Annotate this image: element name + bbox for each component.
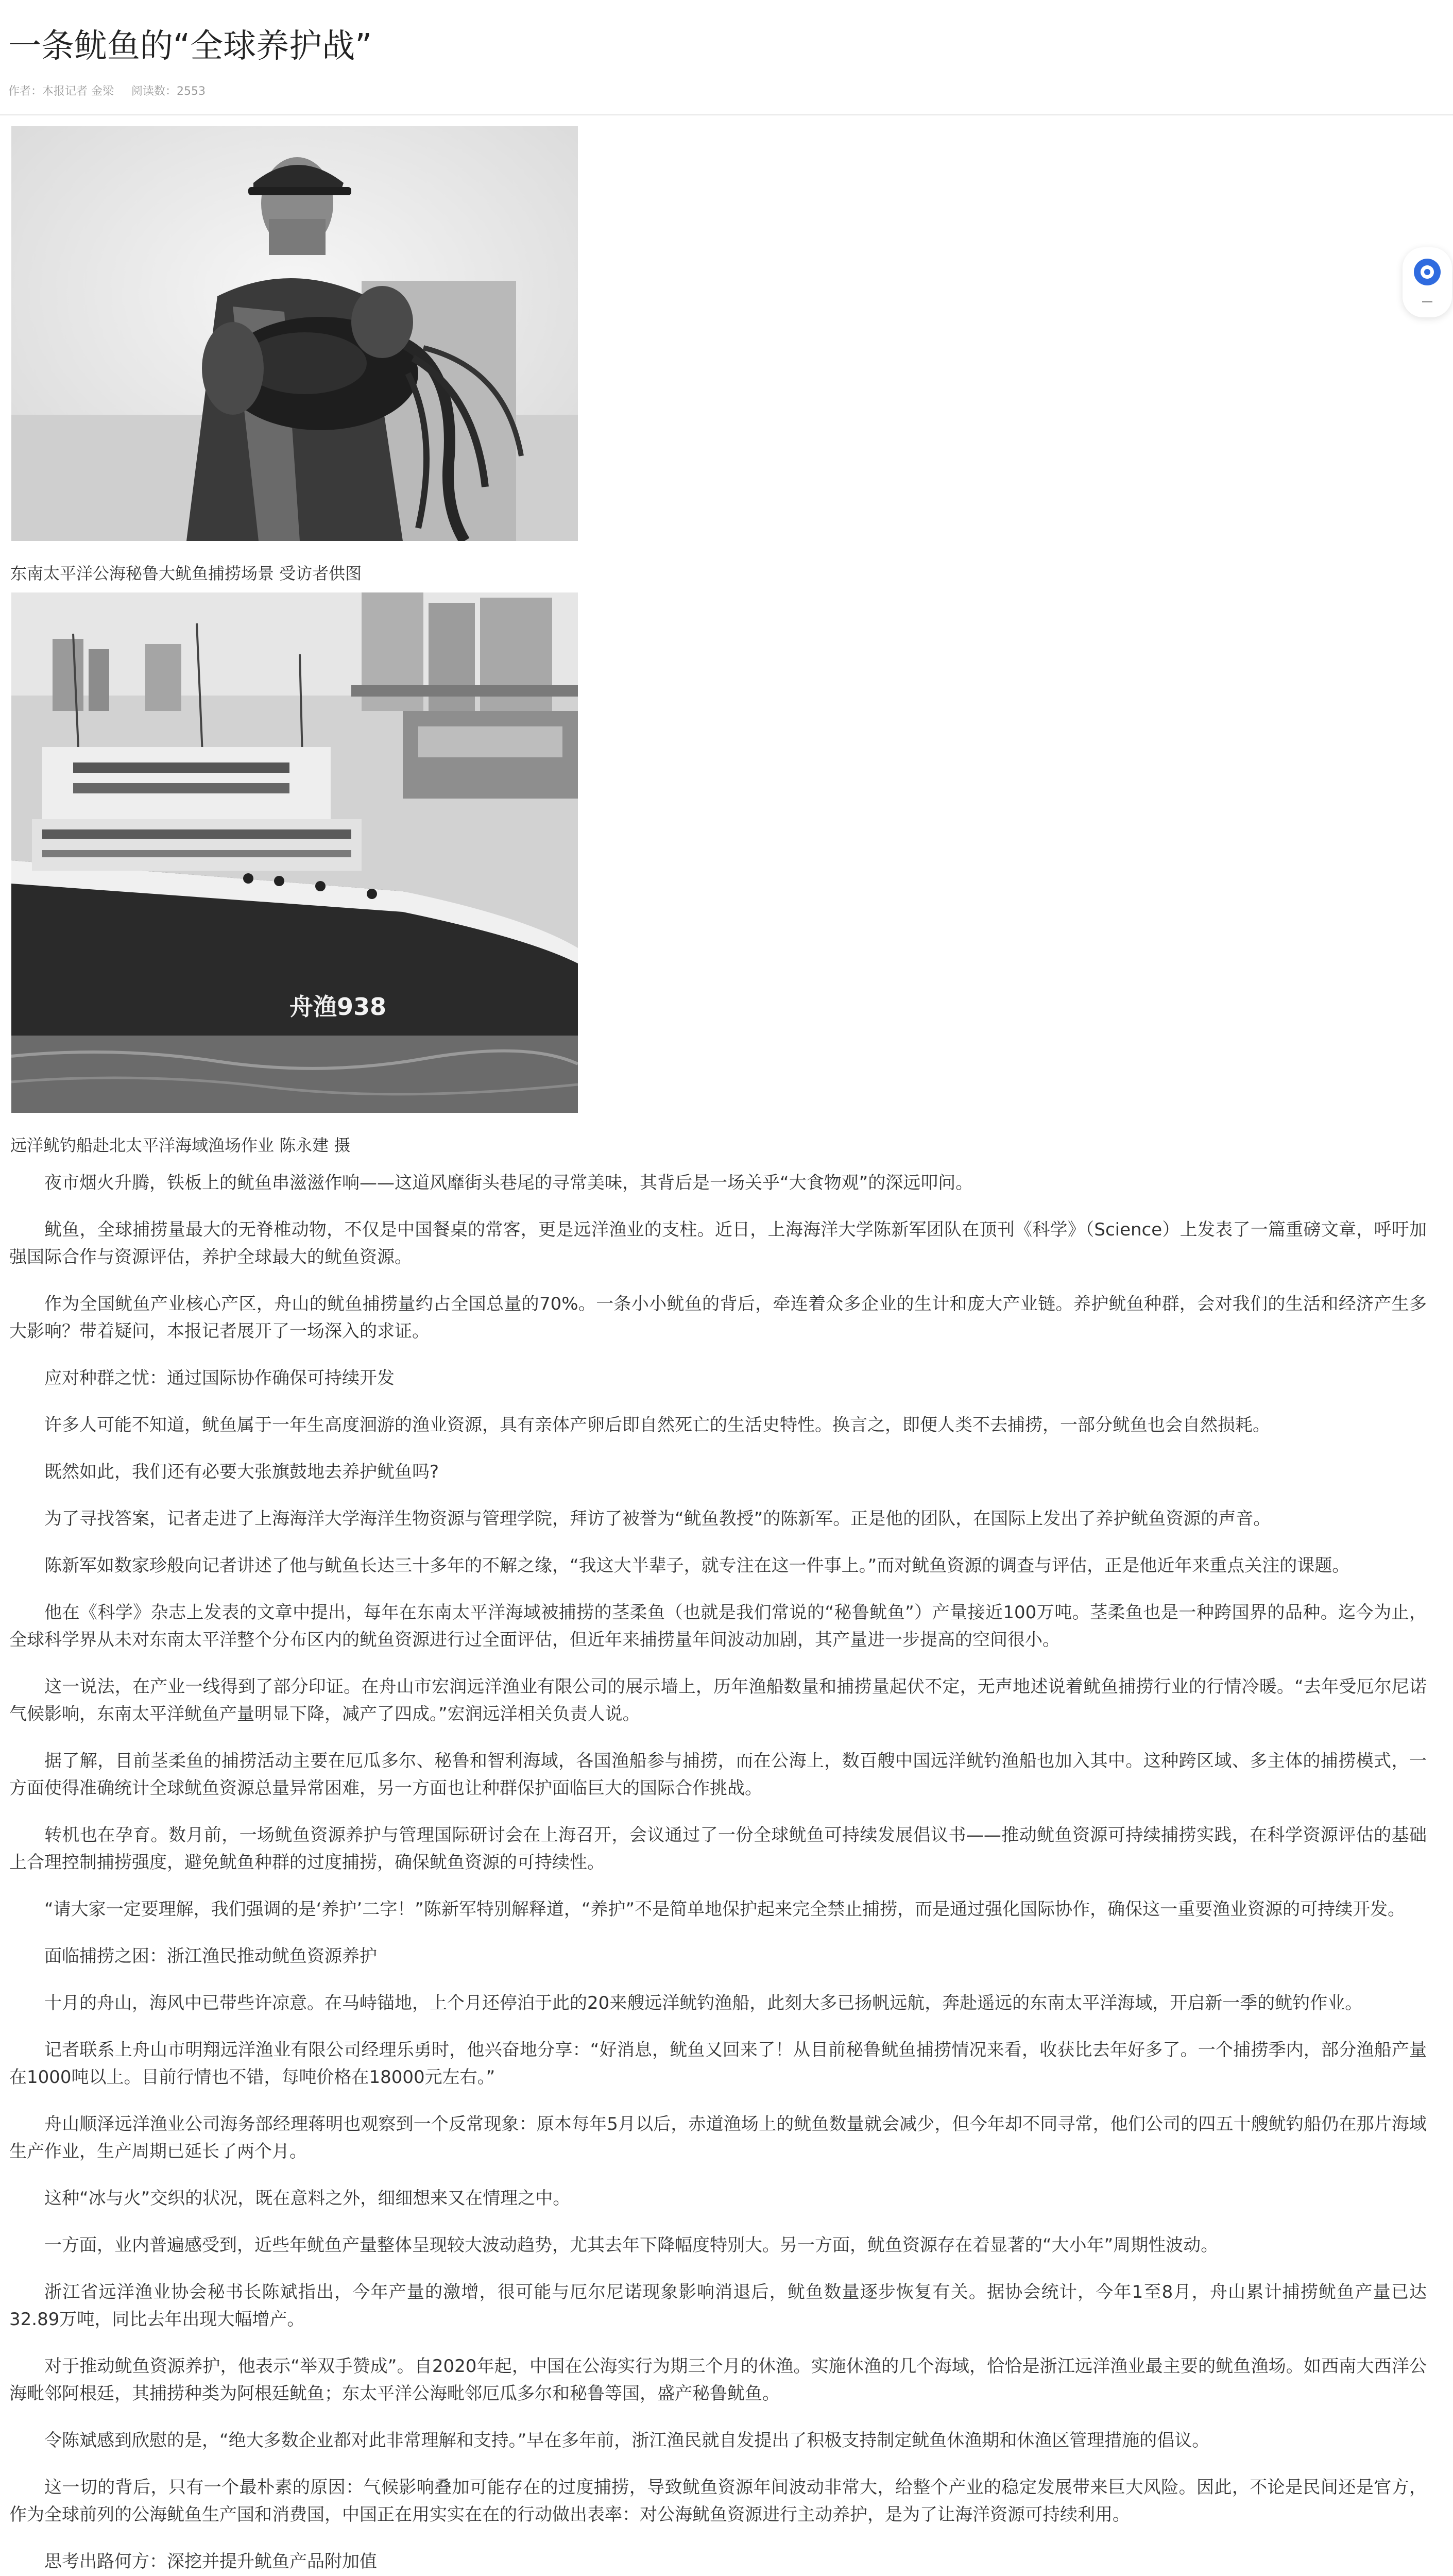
paragraph: 作为全国鱿鱼产业核心产区，舟山的鱿鱼捕捞量约占全国总量的70%。一条小小鱿鱼的背后，牵连着众多企业的生计和庞大产业链。养护鱿鱼种群，会对我们的生活和经济产生多大影响？带着疑问，本报记者展开了一场深入的求证。 — [9, 1294, 1427, 1342]
collapse-icon[interactable] — [1422, 301, 1432, 302]
fisherman-squid-illustration — [11, 126, 578, 541]
paragraph: 陈新军如数家珍般向记者讲述了他与鱿鱼长达三十多年的不解之缘，“我这大半辈子，就专注在这一件事上。”而对鱿鱼资源的调查与评估，正是他近年来重点关注的课题。 — [44, 1555, 1350, 1576]
paragraph: 夜市烟火升腾，铁板上的鱿鱼串滋滋作响——这道风靡街头巷尾的寻常美味，其背后是一场关乎“大食物观”的深远叩问。 — [44, 1173, 973, 1193]
paragraph: “请大家一定要理解，我们强调的是‘养护’二字！”陈新军特别解释道，“养护”不是简单地保护起来完全禁止捕捞，而是通过强化国际协作，确保这一重要渔业资源的可持续开发。 — [44, 1899, 1406, 1920]
paragraph: 许多人可能不知道，鱿鱼属于一年生高度洄游的渔业资源，具有亲体产卵后即自然死亡的生活史特性。换言之，即便人类不去捕捞，一部分鱿鱼也会自然损耗。 — [44, 1415, 1270, 1435]
article-meta — [8, 82, 223, 98]
article-body — [9, 1170, 1427, 2576]
paragraph: 转机也在孕育。数月前，一场鱿鱼资源养护与管理国际研讨会在上海召开，会议通过了一份全球鱿鱼可持续发展倡议书——推动鱿鱼资源可持续捕捞实践，在科学资源评估的基础上合理控制捕捞强度，避免鱿鱼种群的过度捕捞，确保鱿鱼资源的可持续性。 — [9, 1825, 1427, 1873]
section-heading: 思考出路何方：深挖并提升鱿鱼产品附加值 — [44, 2551, 377, 2572]
paragraph: 据了解，目前茎柔鱼的捕捞活动主要在厄瓜多尔、秘鲁和智利海域，各国渔船参与捕捞，而在公海上，数百艘中国远洋鱿钓渔船也加入其中。这种跨区域、多主体的捕捞模式，一方面使得准确统计全球鱿鱼资源总量异常困难，另一方面也让种群保护面临巨大的国际合作挑战。 — [9, 1751, 1427, 1799]
fishing-boats-photo — [11, 592, 578, 1113]
reads-label: 阅读数： — [131, 85, 177, 98]
paragraph: 这种“冰与火”交织的状况，既在意料之外，细细想来又在情理之中。 — [44, 2188, 571, 2209]
boat-hull-number: 舟渔938 — [289, 993, 387, 1021]
author-label: 作者：本报记者 金梁 — [8, 85, 114, 98]
paragraph: 他在《科学》杂志上发表的文章中提出，每年在东南太平洋海域被捕捞的茎柔鱼（也就是我们常说的“秘鲁鱿鱼”）产量接近100万吨。茎柔鱼也是一种跨国界的品种。迄今为止，全球科学界从未对东南太平洋整个分布区内的鱿鱼资源进行过全面评估，但近年来捕捞量年间波动加剧，其产量进一步提高的空间很小。 — [9, 1602, 1427, 1650]
figure-caption-1: 东南太平洋公海秘鲁大鱿鱼捕捞场景 受访者供图 — [10, 564, 362, 583]
paragraph: 为了寻找答案，记者走进了上海海洋大学海洋生物资源与管理学院，拜访了被誉为“鱿鱼教授”的陈新军。正是他的团队，在国际上发出了养护鱿鱼资源的声音。 — [44, 1509, 1271, 1529]
paragraph: 浙江省远洋渔业协会秘书长陈斌指出，今年产量的激增，很可能与厄尔尼诺现象影响消退后，鱿鱼数量逐步恢复有关。据协会统计，今年1至8月，舟山累计捕捞鱿鱼产量已达32.89万吨，同比去年出现大幅增产。 — [9, 2282, 1427, 2330]
paragraph: 令陈斌感到欣慰的是，“绝大多数企业都对此非常理解和支持。”早在多年前，浙江渔民就自发提出了积极支持制定鱿鱼休渔期和休渔区管理措施的倡议。 — [44, 2430, 1210, 2451]
paragraph: 既然如此，我们还有必要大张旗鼓地去养护鱿鱼吗? — [44, 1462, 439, 1482]
reads-count: 2553 — [177, 85, 206, 98]
paragraph: 这一切的背后，只有一个最朴素的原因：气候影响叠加可能存在的过度捕捞，导致鱿鱼资源年间波动非常大，给整个产业的稳定发展带来巨大风险。因此，不论是民间还是官方，作为全球前列的公海鱿鱼生产国和消费国，中国正在用实实在在的行动做出表率：对公海鱿鱼资源进行主动养护，是为了让海洋资源可持续利用。 — [9, 2477, 1427, 2525]
page-title: 一条鱿鱼的“全球养护战” — [8, 27, 372, 65]
section-heading: 应对种群之忧：通过国际协作确保可持续开发 — [44, 1368, 395, 1388]
paragraph: 这一说法，在产业一线得到了部分印证。在舟山市宏润远洋渔业有限公司的展示墙上，历年渔船数量和捕捞量起伏不定，无声地述说着鱿鱼捕捞行业的行情冷暖。“去年受厄尔尼诺气候影响，东南太平洋鱿鱼产量明显下降，减产了四成。”宏润远洋相关负责人说。 — [9, 1676, 1427, 1724]
fisherman-squid-photo — [11, 126, 578, 541]
header-divider — [0, 114, 1453, 115]
figure-caption-2: 远洋鱿钓船赴北太平洋海域渔场作业 陈永建 摄 — [10, 1136, 351, 1155]
ring-icon — [1414, 259, 1441, 285]
paragraph: 对于推动鱿鱼资源养护，他表示“举双手赞成”。自2020年起，中国在公海实行为期三个月的休渔。实施休渔的几个海域，恰恰是浙江远洋渔业最主要的鱿鱼渔场。如西南大西洋公海毗邻阿根廷，其捕捞种类为阿根廷鱿鱼；东太平洋公海毗邻厄瓜多尔和秘鲁等国，盛产秘鲁鱿鱼。 — [9, 2356, 1427, 2404]
paragraph: 舟山顺泽远洋渔业公司海务部经理蒋明也观察到一个反常现象：原本每年5月以后，赤道渔场上的鱿鱼数量就会减少，但今年却不同寻常，他们公司的四五十艘鱿钓船仍在那片海域生产作业，生产周期已延长了两个月。 — [9, 2114, 1427, 2162]
fishing-boats-illustration — [11, 592, 578, 1113]
paragraph: 一方面，业内普遍感受到，近些年鱿鱼产量整体呈现较大波动趋势，尤其去年下降幅度特别大。另一方面，鱿鱼资源存在着显著的“大小年”周期性波动。 — [44, 2235, 1219, 2256]
floating-assistant-button[interactable] — [1403, 247, 1452, 317]
section-heading: 面临捕捞之困：浙江渔民推动鱿鱼资源养护 — [44, 1946, 377, 1967]
paragraph: 记者联系上舟山市明翔远洋渔业有限公司经理乐勇时，他兴奋地分享：“好消息，鱿鱼又回来了！从目前秘鲁鱿鱼捕捞情况来看，收获比去年好多了。一个捕捞季内，部分渔船产量在1000吨以上。目前行情也不错，每吨价格在18000元左右。” — [9, 2040, 1427, 2088]
paragraph: 鱿鱼，全球捕捞量最大的无脊椎动物，不仅是中国餐桌的常客，更是远洋渔业的支柱。近日，上海海洋大学陈新军团队在顶刊《科学》（Science）上发表了一篇重磅文章，呼吁加强国际合作与资源评估，养护全球最大的鱿鱼资源。 — [9, 1219, 1427, 1267]
paragraph: 十月的舟山，海风中已带些许凉意。在马峙锚地，上个月还停泊于此的20来艘远洋鱿钓渔船，此刻大多已扬帆远航，奔赴遥远的东南太平洋海域，开启新一季的鱿钓作业。 — [44, 1993, 1363, 2013]
